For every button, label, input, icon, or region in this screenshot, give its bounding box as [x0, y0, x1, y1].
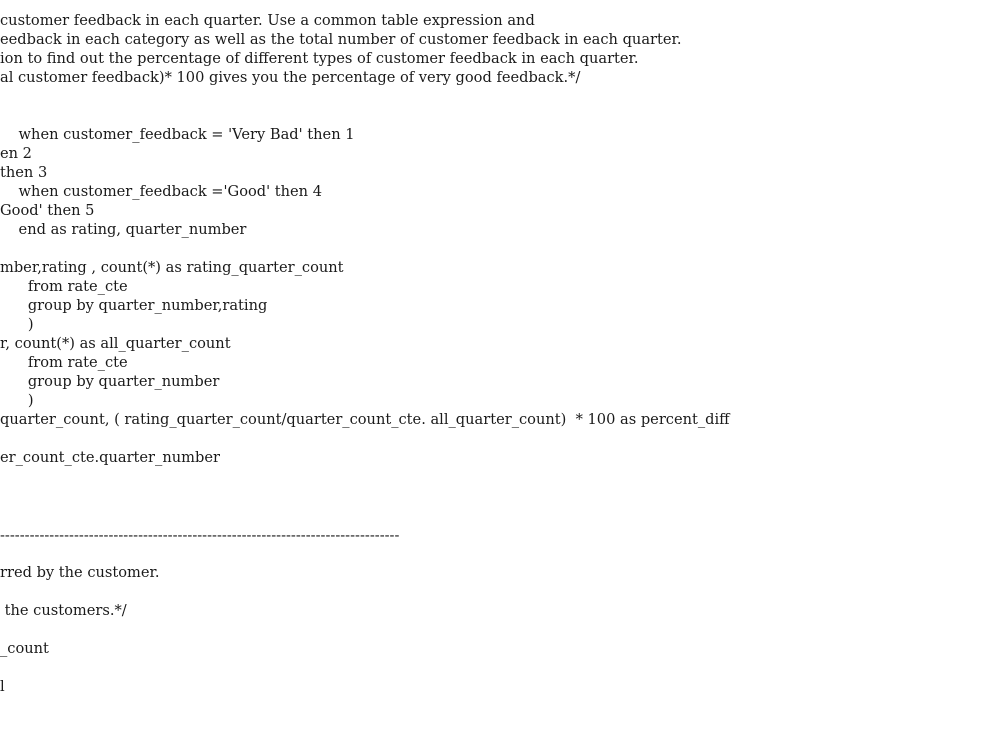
text-line: l: [0, 678, 5, 695]
text-line: al customer feedback)* 100 gives you the percentage of very good feedback.*/: [0, 69, 581, 86]
text-line: quarter_count, ( rating_quarter_count/quarter_count_cte. all_quarter_count) * 100 as percent_diff: [0, 411, 730, 428]
text-line: r, count(*) as all_quarter_count: [0, 335, 231, 352]
text-line: ): [0, 316, 34, 333]
text-line: then 3: [0, 164, 48, 181]
text-line: mber,rating , count(*) as rating_quarter_count: [0, 259, 344, 276]
text-line: en 2: [0, 145, 32, 162]
separator-line: ---------------------------------------------------------------------------------: [0, 527, 400, 544]
text-line: from rate_cte: [0, 354, 128, 371]
text-line: er_count_cte.quarter_number: [0, 449, 220, 466]
text-line: Good' then 5: [0, 202, 95, 219]
text-line: ion to find out the percentage of different types of customer feedback in each quarter.: [0, 50, 639, 67]
text-line: eedback in each category as well as the total number of customer feedback in each quarter.: [0, 31, 682, 48]
text-line: group by quarter_number,rating: [0, 297, 268, 314]
text-line: _count: [0, 640, 49, 657]
text-line: ): [0, 392, 34, 409]
text-line: the customers.*/: [0, 602, 127, 619]
text-line: when customer_feedback ='Good' then 4: [0, 183, 322, 200]
text-line: end as rating, quarter_number: [0, 221, 247, 238]
text-line: when customer_feedback = 'Very Bad' then 1: [0, 126, 355, 143]
text-line: from rate_cte: [0, 278, 128, 295]
text-line: group by quarter_number: [0, 373, 220, 390]
text-line: rred by the customer.: [0, 564, 160, 581]
text-line: customer feedback in each quarter. Use a common table expression and: [0, 12, 535, 29]
